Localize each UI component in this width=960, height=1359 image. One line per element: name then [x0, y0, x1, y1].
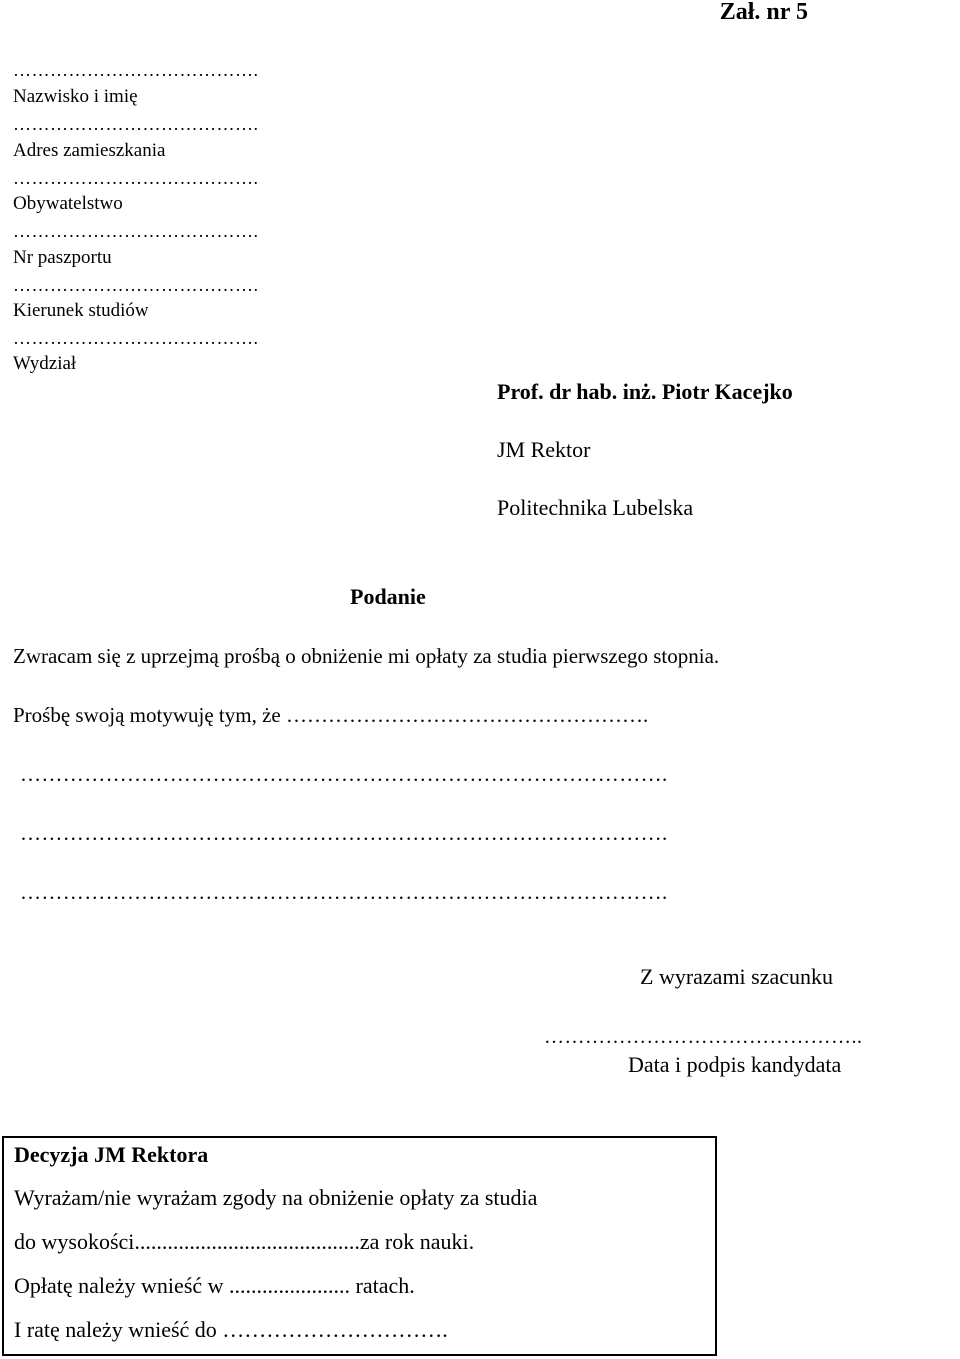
faculty-label: Wydział: [13, 353, 77, 374]
name-dotline: ………………………………….: [13, 60, 259, 80]
motivation-line: Prośbę swoją motywuję tym, że …………………………………………….: [13, 703, 649, 727]
decision-amount-line: do wysokości.........................................za rok nauki.: [14, 1229, 475, 1254]
signature-dotline: ………………………………………..: [544, 1026, 863, 1048]
decision-installments-line: Opłatę należy wnieść w ...................... ratach.: [14, 1273, 415, 1298]
field-of-study-dotline: ………………………………….: [13, 275, 259, 295]
recipient-institution: Politechnika Lubelska: [497, 495, 694, 520]
motivation-dotline-3: ……………………………………………………………………………….: [20, 880, 668, 904]
decision-title: Decyzja JM Rektora: [14, 1142, 209, 1167]
faculty-dotline: ………………………………….: [13, 328, 259, 348]
name-label: Nazwisko i imię: [13, 86, 138, 107]
decision-first-installment-line: I ratę należy wnieść do ………………………….: [14, 1317, 448, 1342]
field-of-study-label: Kierunek studiów: [13, 300, 149, 321]
citizenship-dotline: ………………………………….: [13, 168, 259, 188]
recipient-name: Prof. dr hab. inż. Piotr Kacejko: [497, 379, 793, 404]
motivation-dotline-2: ……………………………………………………………………………….: [20, 821, 668, 845]
closing-phrase: Z wyrazami szacunku: [640, 964, 834, 989]
address-dotline: ………………………………….: [13, 114, 259, 134]
recipient-title: JM Rektor: [497, 437, 591, 462]
request-paragraph: Zwracam się z uprzejmą prośbą o obniżenie mi opłaty za studia pierwszego stopnia.: [13, 644, 720, 668]
decision-consent-line: Wyrażam/nie wyrażam zgody na obniżenie opłaty za studia: [14, 1185, 538, 1210]
document-title: Podanie: [350, 584, 426, 609]
rector-decision-box: [2, 1136, 717, 1356]
motivation-dotline-1: ……………………………………………………………………………….: [20, 762, 668, 786]
citizenship-label: Obywatelstwo: [13, 193, 123, 214]
signature-label: Data i podpis kandydata: [628, 1052, 842, 1077]
passport-dotline: ………………………………….: [13, 221, 259, 241]
address-label: Adres zamieszkania: [13, 140, 166, 161]
passport-label: Nr paszportu: [13, 247, 112, 268]
attachment-number: Zał. nr 5: [719, 0, 808, 25]
